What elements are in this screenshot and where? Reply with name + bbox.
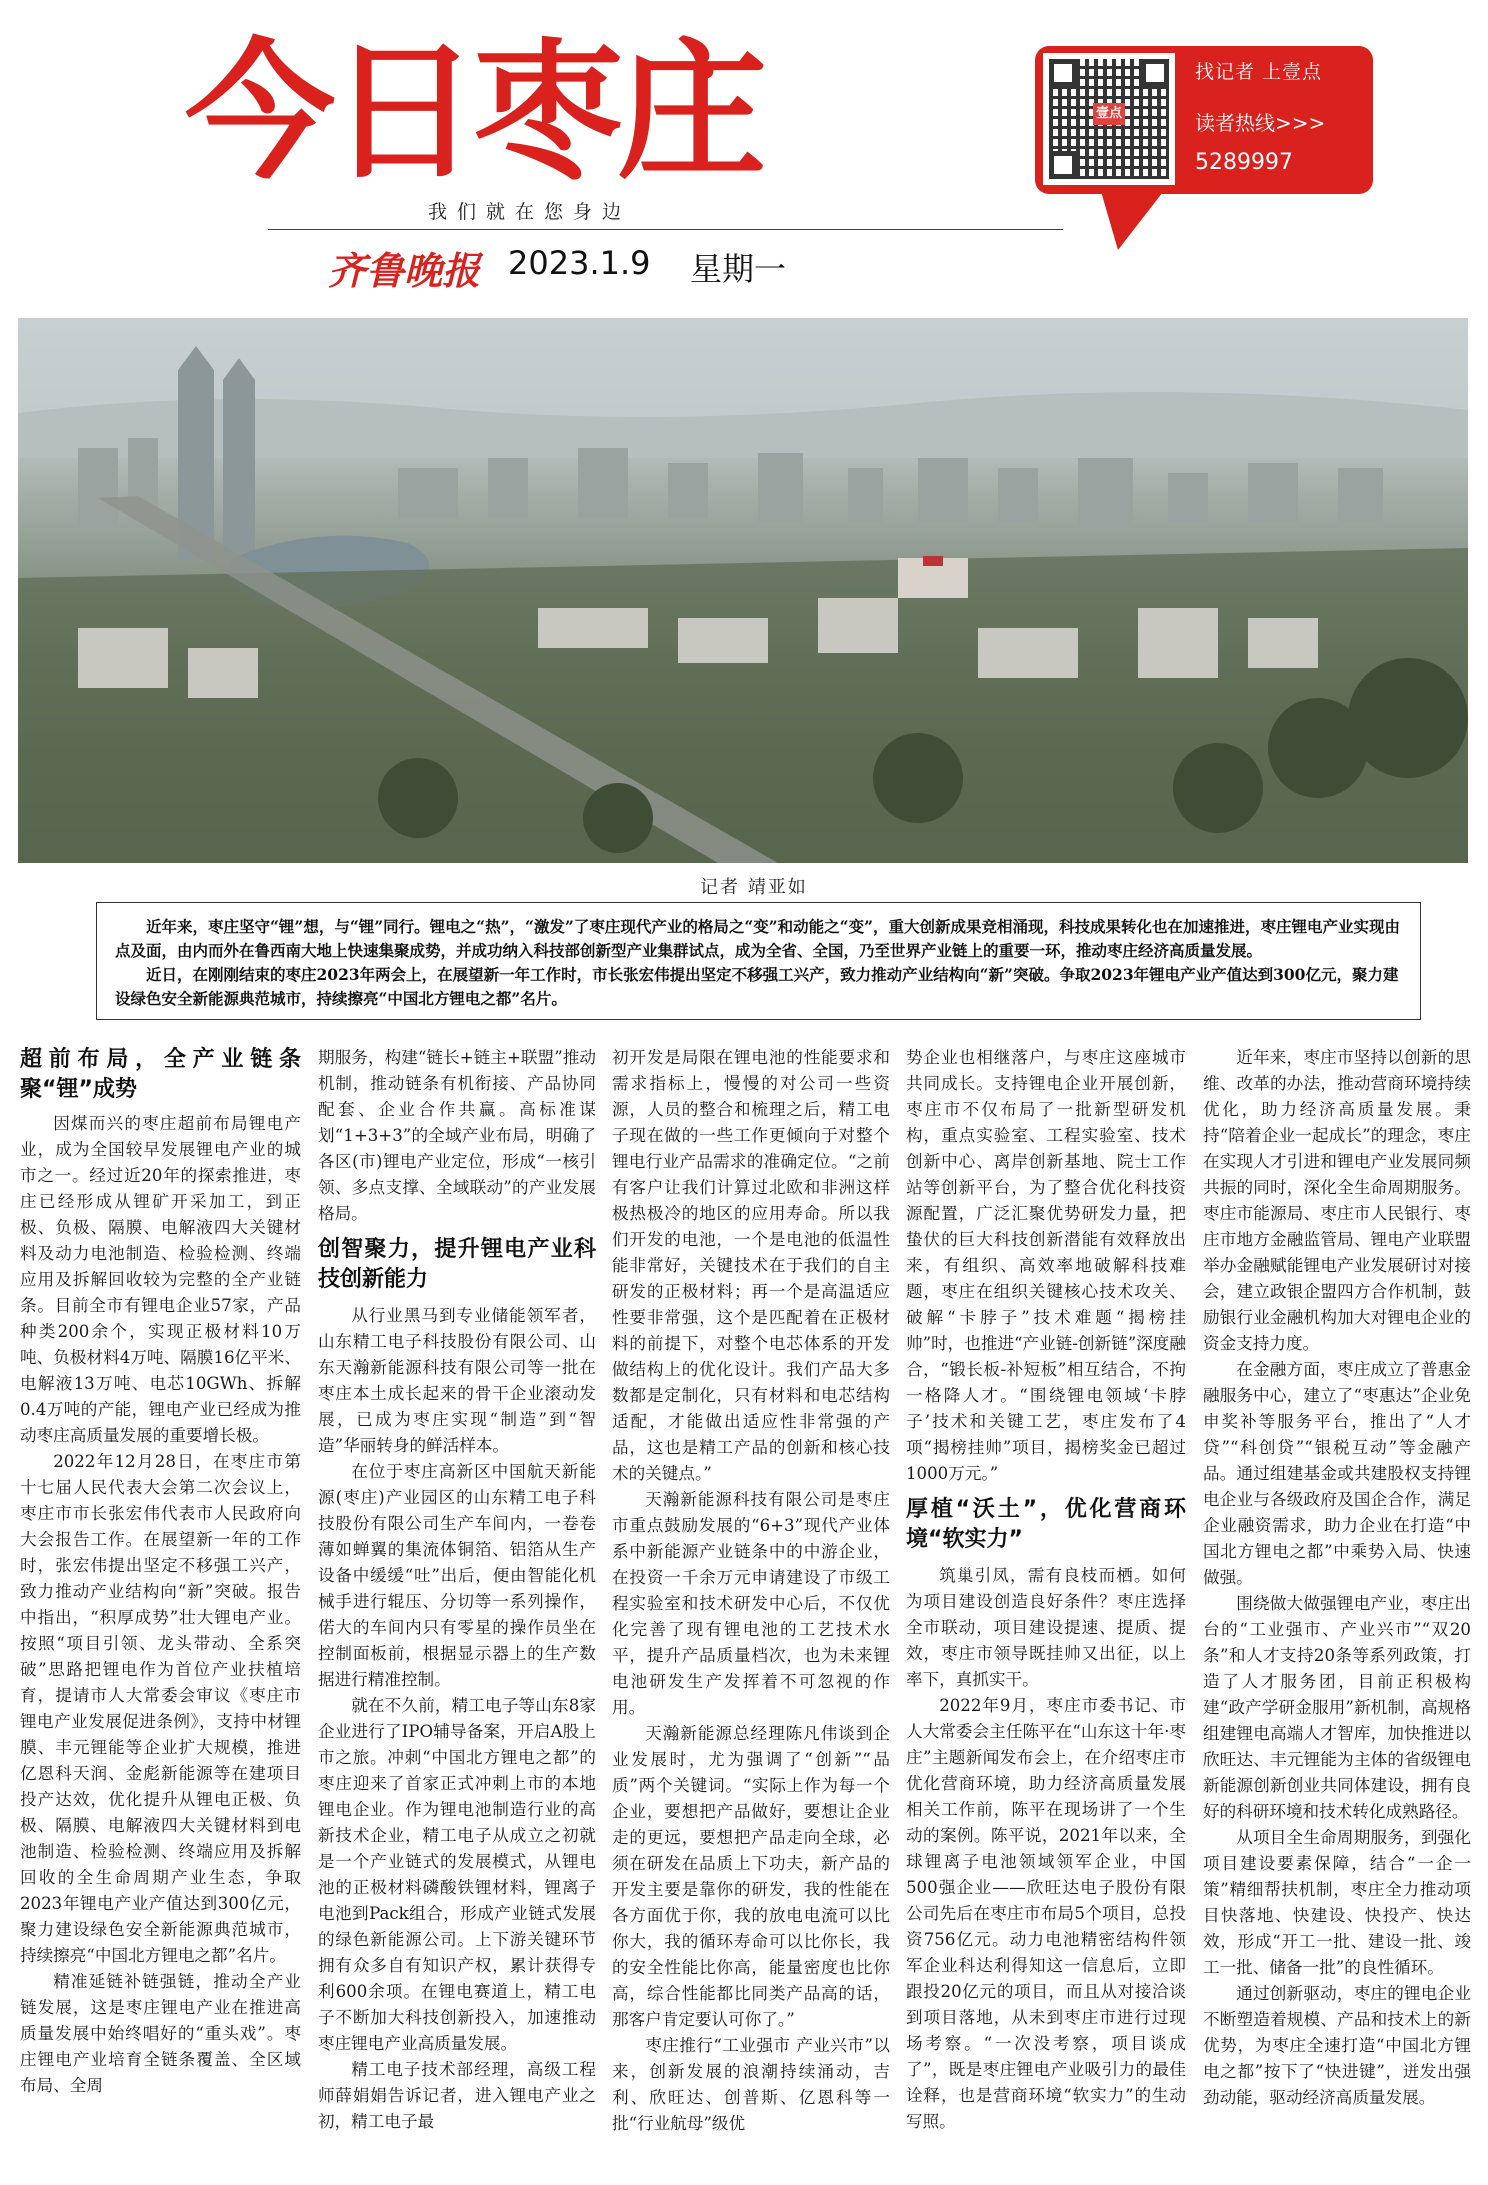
section-heading: 厚植“沃土”，优化营商环境“软实力” [906, 1497, 1186, 1552]
article-paragraph: 就在不久前，精工电子等山东8家企业进行了IPO辅导备案，开启A股上市之旅。冲刺“中国北方锂电之都”的枣庄迎来了首家正式冲刺上市的本地锂电企业。作为锂电池制造行业的高新技术企业，精工电子从成立之初就是一个产业链式的发展模式，从锂电池的正极材料磷酸铁锂材料，锂离子电池到Pack组合，形成产业链式发展的绿色新能源公司。上下游关键环节拥有众多自有知识产权，累计获得专利600余项。在锂电赛道上，精工电子不断加大科技创新投入，加速推动枣庄锂电产业高质量发展。 [318, 1696, 596, 2053]
weekday: 星期一 [690, 250, 787, 288]
article-paragraph: 在位于枣庄高新区中国航天新能源(枣庄)产业园区的山东精工电子科技股份有限公司生产车间内，一卷卷薄如蝉翼的集流体铜箔、铝箔从生产设备中缓缓“吐”出后，便由智能化机械手进行辊压、分切等一系列操作，偌大的车间内只有零星的操作员坐在控制面板前，根据显示器上的生产数据进行精准控制。 [318, 1462, 596, 1689]
article-column-1 [20, 1045, 301, 2165]
article-paragraph: 2022年12月28日，在枣庄市第十七届人民代表大会第二次会议上，枣庄市市长张宏伟代表市人民政府向大会报告工作。在展望新一年的工作时，张宏伟提出坚定不移强工兴产，致力推动产业结构向“新”突破。报告中指出，“积厚成势”壮大锂电产业。按照“项目引领、龙头带动、全系突破”思路把锂电作为首位产业扶植培育，提请市人大常委会审议《枣庄市锂电产业发展促进条例》，支持中材锂膜、丰元锂能等企业扩大规模，推进亿恩科天润、金彪新能源等在建项目投产达效，优化提升从锂电正极、负极、隔膜、电解液四大关键材料到电池制造、检验检测、终端应用及拆解回收的全生命周期产业生态，争取2023年锂电产业产值达到300亿元，聚力建设绿色安全新能源典范城市，持续擦亮“中国北方锂电之都”名片。 [20, 1452, 301, 1965]
section-heading: 超前布局，全产业链条聚“锂”成势 [20, 1047, 301, 1102]
article-column-2 [318, 1045, 596, 2165]
article-paragraph: 通过创新驱动，枣庄的锂电企业不断塑造着规模、产品和技术上的新优势，为枣庄全速打造“中国北方锂电之都”按下了“快进键”，迸发出强劲动能，驱动经济高质量发展。 [1203, 1984, 1471, 2107]
lead-summary-box [96, 902, 1421, 1020]
section-heading: 创智聚力，提升锂电产业科技创新能力 [318, 1237, 596, 1292]
article-paragraph: 精准延链补链强链，推动全产业链发展，这是枣庄锂电产业在推进高质量发展中始终唱好的“重头戏”。枣庄锂电产业培育全链条覆盖、全区域布局、全周 [20, 1972, 301, 2095]
paper-name: 齐鲁晚报 [328, 248, 481, 293]
article-paragraph: 围绕做大做强锂电产业，枣庄出台的“工业强市、产业兴市”“双20条”和人才支持20条等系列政策，打造了人才服务团，目前正积极构建“政产学研金服用”新机制，高规格组建锂电高端人才智库，加快推进以欣旺达、丰元锂能为主体的省级锂电新能源创新创业共同体建设，拥有良好的科研环境和技术转化成熟路径。 [1203, 1594, 1471, 1821]
article-paragraph: 初开发是局限在锂电池的性能要求和需求指标上，慢慢的对公司一些资源，人员的整合和梳理之后，精工电子现在做的一些工作更倾向于对整个锂电行业产品需求的准确定位。“之前有客户让我们计算过北欧和非洲这样极热极冷的地区的应用寿命。所以我们开发的电池，一个是电池的低温性能非常好，关键技术在于我们的自主研发的正极材料；再一个是高温适应性要非常强，这个是匹配着在正极材料的前提下，对整个电芯体系的开发做结构上的优化设计。我们产品大多数都是定制化，只有材料和电芯结构适配，才能做出适应性非常强的产品，这也是精工产品的创新和核心技术的关键点。” [612, 1048, 890, 1483]
article-paragraph: 期服务，构建“链长+链主+联盟”推动机制，推动链条有机衔接、产品协同配套、企业合作共赢。高标准谋划“1+3+3”的全域产业布局，明确了各区(市)锂电产业定位，形成“一核引领、多点支撑、全域联动”的产业发展格局。 [318, 1048, 596, 1223]
qr-finder-icon [1049, 59, 1077, 87]
article-paragraph: 天瀚新能源总经理陈凡伟谈到企业发展时，尤为强调了“创新”“品质”两个关键词。“实际上作为每一个企业，要想把产品做好，要想让企业走的更远，要想把产品走向全球，必须在研发在品质上下功夫，新产品的开发主要是靠你的研发，我的性能在各方面优于你，我的放电电流可以比你大，我的循环寿命可以比你长，我的安全性能比你高，能量密度也比你高，综合性能都比同类产品高的话，那客户肯定要认可你了。” [612, 1724, 890, 2029]
byline: 记者 靖亚如 [700, 877, 808, 898]
qr-code-icon[interactable] [1043, 53, 1175, 185]
article-paragraph: 枣庄推行“工业强市 产业兴市”以来，创新发展的浪潮持续涌动，吉利、欣旺达、创普斯、亿恩科等一批“行业航母”级优 [612, 2036, 890, 2133]
qr-center-label: 壹点 [1093, 103, 1125, 125]
qr-finder-icon [1141, 59, 1169, 87]
newspaper-logo: 今日枣庄 [185, 26, 762, 200]
article-paragraph: 在金融方面，枣庄成立了普惠金融服务中心，建立了“枣惠达”企业免申奖补等服务平台，推出了“人才贷”“科创贷”“银税互动”等金融产品。通过组建基金或共建股权支持锂电企业与各级政府及国企合作，满足企业融资需求，助力企业在打造“中国北方锂电之都”中乘势入局、快速做强。 [1203, 1360, 1471, 1587]
masthead-divider [268, 229, 1063, 230]
article-paragraph: 筑巢引凤，需有良枝而栖。如何为项目建设创造良好条件？枣庄选择全市联动，项目建设提速、提质、提效，枣庄市领导既挂帅又出征，以上率下，真抓实干。 [906, 1566, 1186, 1689]
article-column-4 [906, 1045, 1186, 2165]
lead-paragraph: 近年来，枣庄坚守“锂”想，与“锂”同行。锂电之“热”，“激发”了枣庄现代产业的格局之“变”和动能之“变”，重大创新成果竞相涌现，科技成果转化也在加速推进，枣庄锂电产业实现由点及面，由内而外在鲁西南大地上快速集聚成势，并成功纳入科技部创新型产业集群试点，成为全省、全国，乃至世界产业链上的重要一环，推动枣庄经济高质量发展。 [115, 917, 1400, 960]
city-aerial-photo [18, 318, 1468, 863]
qr-finder-icon [1049, 151, 1077, 179]
masthead [0, 0, 1488, 300]
article-paragraph: 从项目全生命周期服务，到强化项目建设要素保障，结合“一企一策”精细帮扶机制，枣庄全力推动项目快落地、快建设、快投产、快达效，形成“开工一批、建设一批、竣工一批、储备一批”的良性循环。 [1203, 1828, 1471, 1977]
bubble-tail [1100, 188, 1166, 250]
hotline-number: 5289997 [1195, 150, 1293, 175]
article-paragraph: 2022年9月，枣庄市委书记、市人大常委会主任陈平在“山东这十年·枣庄”主题新闻发布会上，在介绍枣庄市优化营商环境，助力经济高质量发展相关工作前，陈平在现场讲了一个生动的案例。陈平说，2021年以来，全球锂离子电池领域领军企业，中国500强企业——欣旺达电子股份有限公司先后在枣庄市布局5个项目，总投资756亿元。动力电池精密结构件领军企业科达利得知这一信息后，立即跟投20亿元的项目，而且从对接洽谈到项目落地，从未到枣庄市进行过现场考察。“一次没考察，项目谈成了”，既是枣庄锂电产业吸引力的最佳诠释，也是营商环境“软实力”的生动写照。 [906, 1696, 1186, 2131]
article-paragraph: 因煤而兴的枣庄超前布局锂电产业，成为全国较早发展锂电产业的城市之一。经过近20年的探索推进，枣庄已经形成从锂矿开采加工，到正极、负极、隔膜、电解液四大关键材料及动力电池制造、检验检测、终端应用及拆解回收较为完整的全产业链条。目前全市有锂电企业57家，产品种类200余个，实现正极材料10万吨、负极材料4万吨、隔膜16亿平米、电解液13万吨、电芯10GWh、拆解0.4万吨的产能，锂电产业已经成为推动枣庄高质量发展的重要增长极。 [20, 1114, 301, 1445]
publication-date: 2023.1.9 [508, 244, 651, 282]
article-paragraph: 从行业黑马到专业储能领军者，山东精工电子科技股份有限公司、山东天瀚新能源科技有限公司等一批在枣庄本土成长起来的骨干企业滚动发展，已成为枣庄实现“制造”到“智造”华丽转身的鲜活样本。 [318, 1306, 596, 1455]
article-column-3 [612, 1045, 890, 2165]
city-skyline-illustration [18, 318, 1468, 863]
lead-paragraph: 近日，在刚刚结束的枣庄2023年两会上，在展望新一年工作时，市长张宏伟提出坚定不移强工兴产，致力推动产业结构向“新”突破。争取2023年锂电产业产值达到300亿元，聚力建设绿色安全新能源典范城市，持续擦亮“中国北方锂电之都”名片。 [115, 965, 1399, 1008]
qr-pattern [1049, 59, 1169, 179]
article-paragraph: 近年来，枣庄市坚持以创新的思维、改革的办法，推动营商环境持续优化，助力经济高质量发展。秉持“陪着企业一起成长”的理念，枣庄在实现人才引进和锂电产业发展同频共振的同时，深化全生命周期服务。枣庄市能源局、枣庄市人民银行、枣庄市地方金融监管局、锂电产业联盟举办金融赋能锂电产业发展研讨对接会，建立政银企盟四方合作机制，鼓励银行业金融机构加大对锂电企业的资金支持力度。 [1203, 1048, 1471, 1353]
hotline-label: 读者热线>>> [1195, 111, 1326, 135]
hotline-tagline: 找记者 上壹点 [1195, 61, 1323, 83]
article-paragraph: 天瀚新能源科技有限公司是枣庄市重点鼓励发展的“6+3”现代产业体系中新能源产业链条中的中游企业，在投资一千余万元申请建设了市级工程实验室和技术研发中心后，不仅优化完善了现有锂电池的工艺技术水平，提升产品质量档次，也为未来锂电池研发生产发挥着不可忽视的作用。 [612, 1490, 890, 1717]
slogan: 我们就在您身边 [428, 201, 632, 223]
article-column-5 [1203, 1045, 1471, 2165]
article-paragraph: 势企业也相继落户，与枣庄这座城市共同成长。支持锂电企业开展创新，枣庄市不仅布局了一批新型研发机构，重点实验室、工程实验室、技术创新中心、离岸创新基地、院士工作站等创新平台，为了整合优化科技资源配置，广泛汇聚优势研发力量，把蛰伏的巨大科技创新潜能有效释放出来，有组织、高效率地破解科技难题，枣庄在组织关键核心技术攻关、破解“卡脖子”技术难题“揭榜挂帅”时，也推进“产业链-创新链”深度融合，“锻长板-补短板”相互结合，不拘一格降人才。“围绕锂电领域‘卡脖子’技术和关键工艺，枣庄发布了4项“揭榜挂帅”项目，揭榜奖金已超过1000万元。” [906, 1048, 1186, 1483]
article-paragraph: 精工电子技术部经理，高级工程师薛娟娟告诉记者，进入锂电产业之初，精工电子最 [318, 2060, 596, 2131]
